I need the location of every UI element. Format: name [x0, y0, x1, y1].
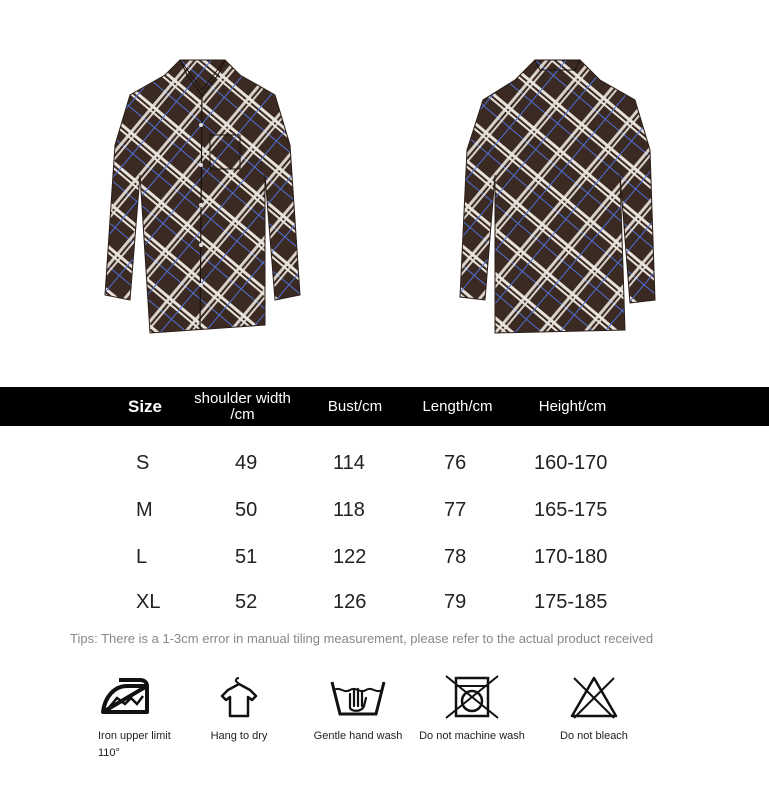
cell-length: 78	[444, 546, 467, 568]
care-item-no-machine-wash	[417, 672, 527, 745]
cell-bust: 114	[333, 452, 365, 474]
header-height: Height/cm	[538, 397, 607, 415]
care-label: Do not bleach	[560, 730, 628, 742]
care-label: Hang to dry	[210, 730, 268, 742]
no-bleach-icon	[564, 672, 624, 722]
care-label: Do not machine wash	[419, 730, 525, 742]
cell-bust: 122	[333, 546, 367, 568]
header-shoulder-width: shoulder width /cm	[194, 389, 291, 423]
shirt-back-image	[455, 55, 660, 340]
cell-length: 79	[444, 591, 467, 613]
table-row	[0, 546, 769, 576]
size-table-header	[0, 387, 769, 426]
shirt-front-image	[100, 55, 305, 340]
care-item-hang-dry	[184, 672, 294, 745]
hand-wash-icon	[328, 672, 388, 722]
cell-shoulder: 52	[235, 591, 258, 613]
cell-height: 160-170	[534, 452, 608, 474]
cell-size: L	[136, 546, 148, 568]
cell-bust: 126	[333, 591, 367, 613]
cell-height: 170-180	[534, 546, 608, 568]
hang-dry-icon	[214, 672, 264, 722]
care-label: Iron upper limit 110°	[98, 730, 171, 759]
measurement-tip: Tips: There is a 1-3cm error in manual tiling measurement, please refer to the actual product received	[70, 631, 654, 646]
care-item-hand-wash	[303, 672, 413, 745]
care-item-iron	[72, 672, 182, 762]
cell-size: XL	[136, 591, 161, 613]
table-row	[0, 499, 769, 529]
iron-icon	[97, 672, 157, 722]
cell-bust: 118	[333, 499, 365, 521]
header-length: Length/cm	[422, 397, 493, 415]
care-item-no-bleach	[539, 672, 649, 745]
cell-size: M	[136, 499, 153, 521]
table-row	[0, 591, 769, 621]
cell-shoulder: 51	[235, 546, 258, 568]
table-row	[0, 452, 769, 482]
cell-height: 165-175	[534, 499, 608, 521]
care-label: Gentle hand wash	[313, 730, 403, 742]
cell-length: 77	[444, 499, 467, 521]
cell-shoulder: 50	[235, 499, 258, 521]
cell-height: 175-185	[534, 591, 608, 613]
header-bust: Bust/cm	[327, 397, 383, 415]
header-size: Size	[127, 396, 163, 416]
cell-size: S	[136, 452, 150, 474]
cell-length: 76	[444, 452, 467, 474]
cell-shoulder: 49	[235, 452, 258, 474]
no-machine-wash-icon	[442, 672, 502, 722]
